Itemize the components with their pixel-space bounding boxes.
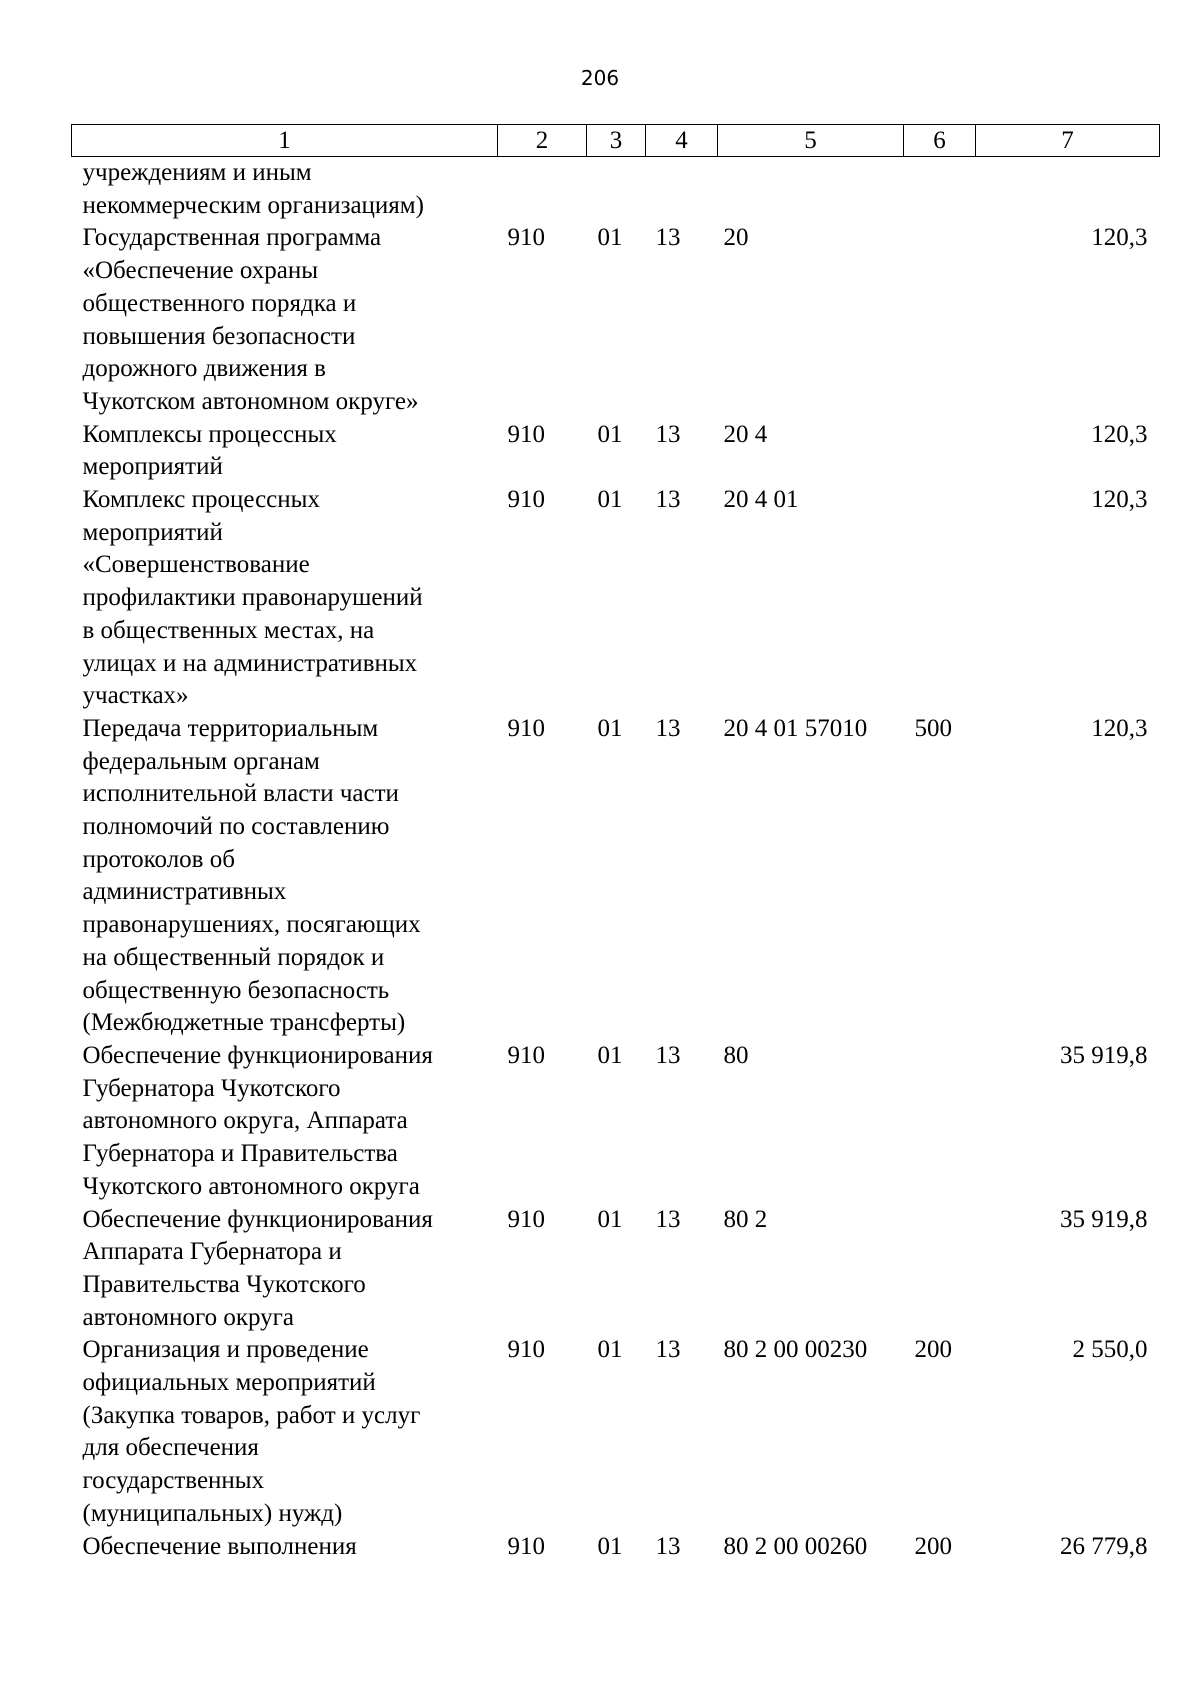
row-name: Комплексы процессных мероприятий xyxy=(82,420,337,481)
table-row xyxy=(72,713,1160,1040)
table-row xyxy=(72,1531,1160,1564)
row-name: Организация и проведение официальных мероприятий (Закупка товаров, работ и услуг для обеспечения государственных (муниципальных) нужд) xyxy=(82,1336,421,1527)
table-row xyxy=(72,157,1160,223)
table-row xyxy=(72,484,1160,713)
header-col-3: 3 xyxy=(587,125,646,157)
row-expense-type xyxy=(904,1204,976,1335)
table-row xyxy=(72,419,1160,484)
row-gr-code xyxy=(498,157,587,223)
row-amount xyxy=(976,157,1160,223)
row-subsection: 13 xyxy=(655,1041,681,1069)
header-row xyxy=(72,125,1160,157)
table-body xyxy=(72,157,1160,1564)
row-section: 01 xyxy=(597,1205,623,1233)
row-expense-type xyxy=(904,157,976,223)
row-amount: 35 919,8 xyxy=(1060,1041,1148,1069)
row-name: Обеспечение функционирования Губернатора Чукотского автономного округа, Аппарата Губернатора и Правительства Чукотского автономного округа xyxy=(82,1041,433,1200)
row-section: 01 xyxy=(597,1532,623,1560)
row-section xyxy=(587,157,646,223)
row-name: Государственная программа «Обеспечение охраны общественного порядка и повышения безопасности дорожного движения в Чукотском автономном округе» xyxy=(82,224,419,415)
row-gr-code: 910 xyxy=(507,486,545,514)
row-subsection: 13 xyxy=(655,714,681,742)
header-col-4: 4 xyxy=(646,125,718,157)
row-amount: 120,3 xyxy=(1091,420,1148,448)
page-number: 206 xyxy=(580,66,620,90)
row-expense-type: 200 xyxy=(914,1336,952,1364)
row-gr-code: 910 xyxy=(507,1532,545,1560)
row-expense-type xyxy=(904,222,976,418)
row-gr-code: 910 xyxy=(507,420,545,448)
row-expense-type: 200 xyxy=(914,1532,952,1560)
table-row xyxy=(72,222,1160,418)
header-col-7: 7 xyxy=(976,125,1160,157)
row-subsection xyxy=(646,157,718,223)
row-target-item: 20 4 01 xyxy=(723,486,799,514)
row-gr-code: 910 xyxy=(507,714,545,742)
row-expense-type xyxy=(904,1040,976,1204)
row-name: Обеспечение выполнения xyxy=(82,1532,357,1560)
row-target-item: 80 2 00 00260 xyxy=(723,1532,868,1560)
row-amount: 35 919,8 xyxy=(1060,1205,1148,1233)
row-amount: 120,3 xyxy=(1091,714,1148,742)
row-target-item xyxy=(718,157,904,223)
row-target-item: 80 2 xyxy=(723,1205,768,1233)
row-name: Комплекс процессных мероприятий «Совершенствование профилактики правонарушений в общественных местах, на улицах и на административных участках» xyxy=(82,486,423,710)
header-col-5: 5 xyxy=(718,125,904,157)
row-amount: 26 779,8 xyxy=(1060,1532,1148,1560)
row-subsection: 13 xyxy=(655,224,681,252)
header-col-6: 6 xyxy=(904,125,976,157)
row-section: 01 xyxy=(597,420,623,448)
row-target-item: 80 2 00 00230 xyxy=(723,1336,868,1364)
row-target-item: 20 4 xyxy=(723,420,768,448)
row-subsection: 13 xyxy=(655,1205,681,1233)
row-section: 01 xyxy=(597,1041,623,1069)
table-row xyxy=(72,1040,1160,1204)
row-target-item: 20 4 01 57010 xyxy=(723,714,868,742)
table-header xyxy=(72,125,1160,157)
row-gr-code: 910 xyxy=(507,224,545,252)
row-gr-code: 910 xyxy=(507,1336,545,1364)
budget-table xyxy=(71,124,1160,1563)
table-row xyxy=(72,1204,1160,1335)
row-name: Передача территориальным федеральным органам исполнительной власти части полномочий по составлению протоколов об административных правонарушениях, посягающих на общественный порядок и общественную безопасность (Межбюджетные трансферты) xyxy=(82,714,421,1037)
table-row xyxy=(72,1334,1160,1530)
row-amount: 2 550,0 xyxy=(1072,1336,1148,1364)
row-expense-type xyxy=(904,419,976,484)
header-col-2: 2 xyxy=(498,125,587,157)
row-subsection: 13 xyxy=(655,486,681,514)
row-subsection: 13 xyxy=(655,420,681,448)
row-subsection: 13 xyxy=(655,1336,681,1364)
row-amount: 120,3 xyxy=(1091,224,1148,252)
row-subsection: 13 xyxy=(655,1532,681,1560)
row-section: 01 xyxy=(597,224,623,252)
row-section: 01 xyxy=(597,1336,623,1364)
row-name: Обеспечение функционирования Аппарата Губернатора и Правительства Чукотского автономного округа xyxy=(82,1205,433,1331)
row-target-item: 20 xyxy=(723,224,749,252)
row-gr-code: 910 xyxy=(507,1205,545,1233)
row-target-item: 80 xyxy=(723,1041,749,1069)
row-section: 01 xyxy=(597,486,623,514)
row-name: учреждениям и иным некоммерческим организациям) xyxy=(82,159,424,219)
header-col-1: 1 xyxy=(72,125,498,157)
row-expense-type xyxy=(904,484,976,713)
row-amount: 120,3 xyxy=(1091,486,1148,514)
row-expense-type: 500 xyxy=(914,714,952,742)
row-gr-code: 910 xyxy=(507,1041,545,1069)
row-section: 01 xyxy=(597,714,623,742)
